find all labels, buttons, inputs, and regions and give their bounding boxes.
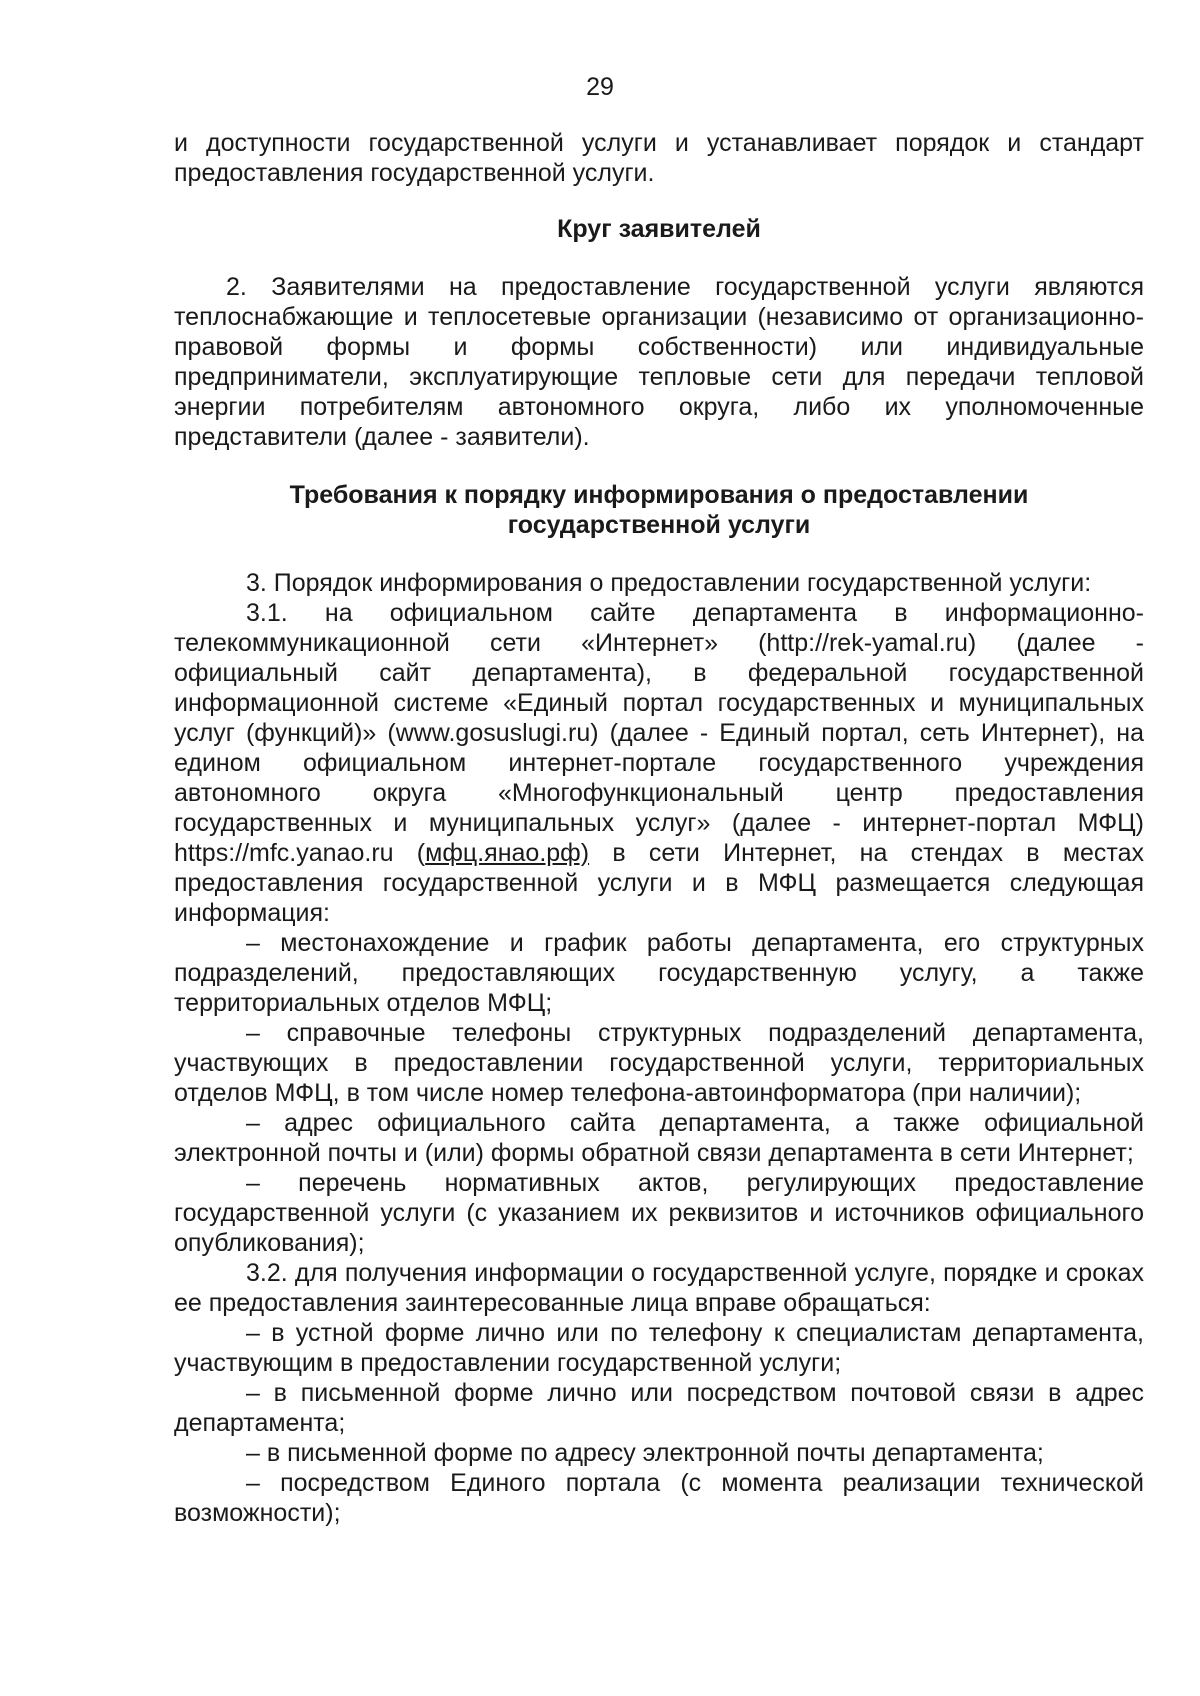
paragraph-3-2: 3.2. для получения информации о государственной услуге, порядке и сроках ее предоставления заинтересованные лица вправе обращаться:: [174, 1259, 1144, 1317]
intro-paragraph: и доступности государственной услуги и устанавливает порядок и стандарт предоставления государственной услуги.: [174, 129, 1144, 187]
paragraph-3: 3. Порядок информирования о предоставлении государственной услуги:: [246, 569, 1092, 597]
paragraph-3-1-text-end: в сети Интернет, на стендах в местах предоставления государственной услуги и в МФЦ размещается следующая информация:: [174, 839, 1144, 927]
heading-informing: [174, 480, 1144, 540]
paragraph-3-1: [174, 598, 1144, 928]
list-item-3-2-oral: – в устной форме лично или по телефону к специалистам департамента, участвующим в предоставлении государственной услуги;: [174, 1319, 1144, 1377]
heading-informing-line1: Требования к порядку информирования о предоставлении: [289, 481, 1029, 509]
paragraph-3-1-text: 3.1. на официальном сайте департамента в информационно-телекоммуникационной сети «Интернет» (http://rek-yamal.ru) (далее - официальный сайт департамента), в федеральной государственной информационной системе «Единый портал государственных и муниципальных услуг (функций)» (www.gosuslugi.ru) (далее - Единый портал, сеть Интернет), на едином официальном интернет-портале государственного учреждения автономного округа «Многофункциональный центр предоставления государственных и муниципальных услуг» (далее - интернет-портал МФЦ) https://mfc.yanao.ru (: [174, 599, 1144, 867]
page-content: [174, 128, 1144, 1528]
paragraph-applicants: 2. Заявителями на предоставление государственной услуги являются теплоснабжающие и теплосетевые организации (независимо от организационно-правовой формы и формы собственности) или индивидуальные предприниматели, эксплуатирующие тепловые сети для передачи тепловой энергии потребителям автономного округа, либо их уполномоченные представители (далее - заявители).: [174, 273, 1144, 451]
list-item-3-1-website: – адрес официального сайта департамента, а также официальной электронной почты и (или) формы обратной связи департамента в сети Интернет;: [174, 1109, 1144, 1167]
heading-applicants: Круг заявителей: [557, 215, 761, 243]
list-item-3-1-acts: – перечень нормативных актов, регулирующих предоставление государственной услуги (с указанием их реквизитов и источников официального опубликования);: [174, 1169, 1144, 1257]
page-number: 29: [586, 73, 614, 101]
list-item-3-1-location: – местонахождение и график работы департамента, его структурных подразделений, предоставляющих государственную услугу, а также территориальных отделов МФЦ;: [174, 929, 1144, 1017]
list-item-3-2-written-post: – в письменной форме лично или посредством почтовой связи в адрес департамента;: [174, 1379, 1144, 1437]
list-item-3-1-phones: – справочные телефоны структурных подразделений департамента, участвующих в предоставлении государственной услуги, территориальных отделов МФЦ, в том числе номер телефона-автоинформатора (при наличии);: [174, 1019, 1144, 1107]
heading-informing-line2: государственной услуги: [507, 511, 811, 539]
list-item-3-2-email: – в письменной форме по адресу электронной почты департамента;: [246, 1439, 1044, 1467]
mfc-link[interactable]: мфц.янао.рф): [425, 839, 590, 867]
list-item-3-2-portal: – посредством Единого портала (с момента реализации технической возможности);: [174, 1469, 1144, 1527]
